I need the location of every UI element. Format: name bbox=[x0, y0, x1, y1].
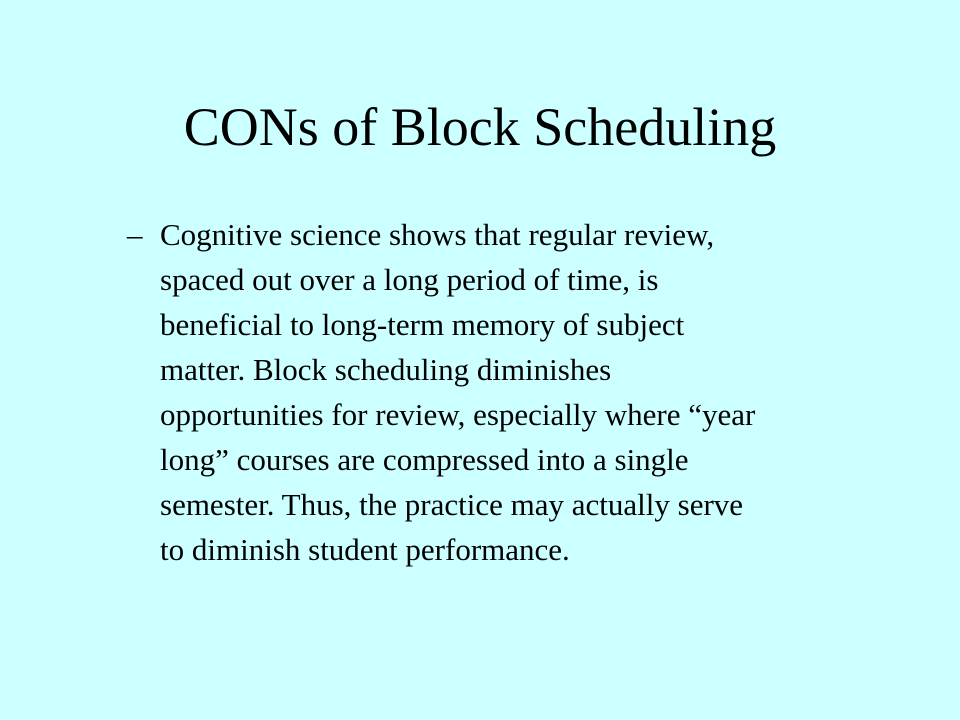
bullet-item bbox=[127, 212, 897, 572]
bullet-list bbox=[127, 212, 897, 572]
bullet-line: beneficial to long-term memory of subject bbox=[160, 307, 685, 342]
bullet-line: opportunities for review, especially where “year bbox=[160, 397, 756, 432]
bullet-line: semester. Thus, the practice may actually serve bbox=[160, 487, 744, 522]
bullet-line: long” courses are compressed into a single bbox=[160, 442, 689, 477]
slide-title: CONs of Block Scheduling bbox=[183, 97, 777, 157]
bullet-line: to diminish student performance. bbox=[160, 532, 570, 567]
bullet-line: matter. Block scheduling diminishes bbox=[160, 352, 612, 387]
bullet-text bbox=[160, 212, 897, 572]
bullet-line: spaced out over a long period of time, is bbox=[160, 262, 659, 297]
bullet-line: Cognitive science shows that regular review, bbox=[160, 217, 715, 252]
bullet-marker: – bbox=[127, 217, 143, 252]
